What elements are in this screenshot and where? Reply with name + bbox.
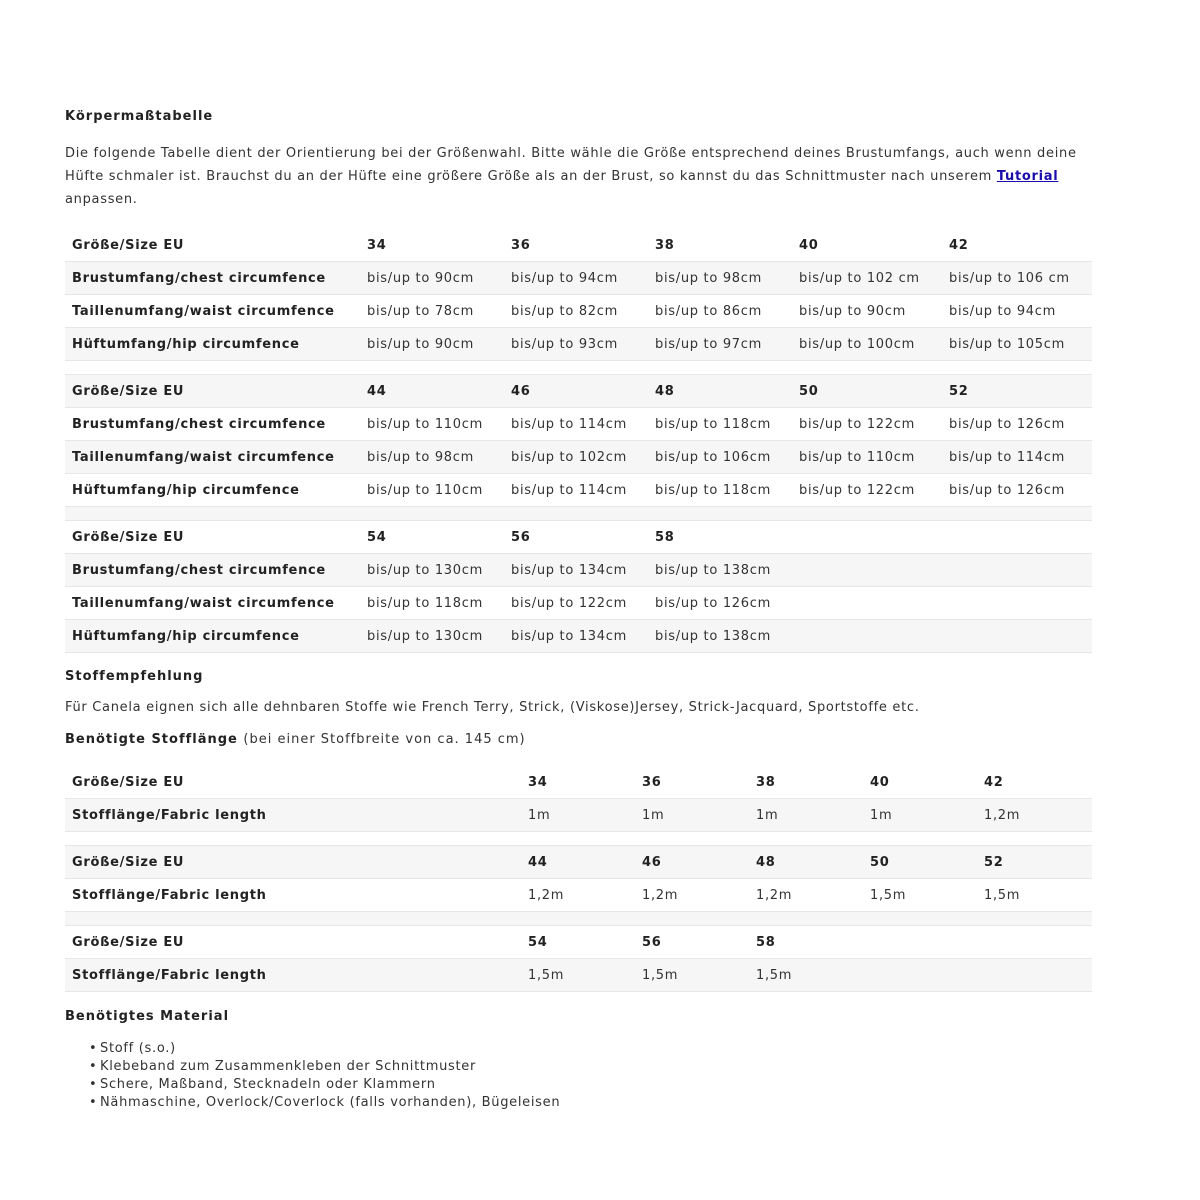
size-cell: 48 xyxy=(749,846,863,879)
table-cell: bis/up to 114cm xyxy=(942,441,1092,474)
size-cell: 50 xyxy=(863,846,977,879)
row-label: Taillenumfang/waist circumfence xyxy=(65,441,360,474)
size-cell: 44 xyxy=(521,846,635,879)
intro-paragraph xyxy=(65,142,1092,211)
empty-cell xyxy=(792,554,942,587)
table-cell: 1,2m xyxy=(977,799,1092,832)
fabric-length-table xyxy=(65,766,1092,992)
table-cell: bis/up to 110cm xyxy=(360,408,504,441)
list-item: • Schere, Maßband, Stecknadeln oder Klammern xyxy=(100,1076,1092,1094)
table-separator xyxy=(65,507,1092,521)
empty-cell xyxy=(942,587,1092,620)
row-label: Stofflänge/Fabric length xyxy=(65,879,521,912)
list-item: • Stoff (s.o.) xyxy=(100,1040,1092,1058)
table-cell: bis/up to 94cm xyxy=(504,262,648,295)
row-label: Taillenumfang/waist circumfence xyxy=(65,587,360,620)
fabric-length-title: Benötigte Stofflänge xyxy=(65,732,238,747)
table-cell: 1m xyxy=(863,799,977,832)
size-cell: 56 xyxy=(504,521,648,554)
row-label: Hüftumfang/hip circumfence xyxy=(65,328,360,361)
table-cell: 1m xyxy=(749,799,863,832)
table-separator xyxy=(65,832,1092,846)
table-cell: 1m xyxy=(635,799,749,832)
measurement-table-title: Körpermaßtabelle xyxy=(65,109,214,124)
table-cell: bis/up to 138cm xyxy=(648,620,792,653)
table-cell: bis/up to 138cm xyxy=(648,554,792,587)
body-measurement-table xyxy=(65,229,1092,653)
size-cell: 44 xyxy=(360,375,504,408)
table-row xyxy=(65,441,1092,474)
size-cell: 40 xyxy=(792,229,942,262)
fabric-recommendation-text: Für Canela eignen sich alle dehnbaren Stoffe wie French Terry, Strick, (Viskose)Jersey, Strick-Jacquard, Sportstoffe etc. xyxy=(65,700,920,715)
table-cell: 1,5m xyxy=(977,879,1092,912)
table-cell: bis/up to 100cm xyxy=(792,328,942,361)
size-header-row xyxy=(65,375,1092,408)
table-cell: bis/up to 118cm xyxy=(360,587,504,620)
table-row xyxy=(65,587,1092,620)
empty-cell xyxy=(942,620,1092,653)
size-header-row xyxy=(65,229,1092,262)
table-cell: bis/up to 126cm xyxy=(648,587,792,620)
empty-cell xyxy=(942,521,1092,554)
table-cell: bis/up to 122cm xyxy=(792,408,942,441)
table-row xyxy=(65,879,1092,912)
row-label: Brustumfang/chest circumfence xyxy=(65,408,360,441)
table-row xyxy=(65,620,1092,653)
row-label: Brustumfang/chest circumfence xyxy=(65,554,360,587)
row-label: Hüftumfang/hip circumfence xyxy=(65,474,360,507)
table-cell: bis/up to 126cm xyxy=(942,474,1092,507)
table-cell: bis/up to 110cm xyxy=(792,441,942,474)
size-cell: 48 xyxy=(648,375,792,408)
table-separator xyxy=(65,361,1092,375)
table-cell: bis/up to 94cm xyxy=(942,295,1092,328)
intro-text-end: anpassen. xyxy=(65,192,138,207)
size-header-row xyxy=(65,926,1092,959)
empty-cell xyxy=(977,926,1092,959)
table-cell: bis/up to 102 cm xyxy=(792,262,942,295)
size-cell: 50 xyxy=(792,375,942,408)
table-cell: 1,5m xyxy=(521,959,635,992)
empty-cell xyxy=(863,959,977,992)
table-cell: bis/up to 114cm xyxy=(504,408,648,441)
table-cell: 1,5m xyxy=(635,959,749,992)
table-cell: bis/up to 114cm xyxy=(504,474,648,507)
table-cell: bis/up to 98cm xyxy=(360,441,504,474)
fabric-length-heading xyxy=(65,732,1092,747)
table-row xyxy=(65,408,1092,441)
empty-cell xyxy=(863,926,977,959)
materials-list xyxy=(65,1040,1092,1112)
row-label: Stofflänge/Fabric length xyxy=(65,799,521,832)
table-cell: bis/up to 98cm xyxy=(648,262,792,295)
size-cell: 52 xyxy=(942,375,1092,408)
size-header-label: Größe/Size EU xyxy=(65,229,360,262)
table-cell: bis/up to 105cm xyxy=(942,328,1092,361)
size-cell: 42 xyxy=(977,766,1092,799)
table-cell: bis/up to 106 cm xyxy=(942,262,1092,295)
table-row xyxy=(65,262,1092,295)
empty-cell xyxy=(977,959,1092,992)
table-cell: bis/up to 126cm xyxy=(942,408,1092,441)
size-header-row xyxy=(65,766,1092,799)
table-cell: bis/up to 90cm xyxy=(360,328,504,361)
size-cell: 34 xyxy=(521,766,635,799)
size-cell: 42 xyxy=(942,229,1092,262)
table-cell: bis/up to 118cm xyxy=(648,408,792,441)
fabric-width-note: (bei einer Stoffbreite von ca. 145 cm) xyxy=(243,732,526,747)
empty-cell xyxy=(792,587,942,620)
size-header-row xyxy=(65,846,1092,879)
table-cell: 1,2m xyxy=(749,879,863,912)
table-cell: bis/up to 122cm xyxy=(792,474,942,507)
table-cell: 1m xyxy=(521,799,635,832)
row-label: Stofflänge/Fabric length xyxy=(65,959,521,992)
table-cell: bis/up to 134cm xyxy=(504,620,648,653)
table-row xyxy=(65,295,1092,328)
list-item: • Nähmaschine, Overlock/Coverlock (falls vorhanden), Bügeleisen xyxy=(100,1094,1092,1112)
row-label: Taillenumfang/waist circumfence xyxy=(65,295,360,328)
size-header-row xyxy=(65,521,1092,554)
table-cell: bis/up to 102cm xyxy=(504,441,648,474)
size-cell: 54 xyxy=(521,926,635,959)
table-cell: bis/up to 90cm xyxy=(792,295,942,328)
intro-text: Die folgende Tabelle dient der Orientierung bei der Größenwahl. Bitte wähle die Größe entsprechend deines Brustumfangs, auch wenn deine Hüfte schmaler ist. Brauchst du an der Hüfte eine größere Größe als an der Brust, so kannst du das Schnittmuster nach unserem xyxy=(65,146,1077,184)
size-cell: 46 xyxy=(504,375,648,408)
page-content xyxy=(65,109,1092,1112)
size-cell: 56 xyxy=(635,926,749,959)
table-row xyxy=(65,799,1092,832)
table-cell: bis/up to 110cm xyxy=(360,474,504,507)
table-cell: bis/up to 97cm xyxy=(648,328,792,361)
size-cell: 58 xyxy=(749,926,863,959)
table-cell: bis/up to 118cm xyxy=(648,474,792,507)
size-header-label: Größe/Size EU xyxy=(65,521,360,554)
size-header-label: Größe/Size EU xyxy=(65,846,521,879)
materials-title: Benötigtes Material xyxy=(65,1009,230,1024)
size-cell: 40 xyxy=(863,766,977,799)
table-separator xyxy=(65,912,1092,926)
size-cell: 38 xyxy=(749,766,863,799)
table-cell: 1,5m xyxy=(749,959,863,992)
size-header-label: Größe/Size EU xyxy=(65,375,360,408)
table-cell: 1,2m xyxy=(521,879,635,912)
table-cell: 1,5m xyxy=(863,879,977,912)
fabric-recommendation-title: Stoffempfehlung xyxy=(65,669,204,684)
size-cell: 36 xyxy=(635,766,749,799)
size-header-label: Größe/Size EU xyxy=(65,926,521,959)
size-cell: 54 xyxy=(360,521,504,554)
empty-cell xyxy=(792,620,942,653)
table-cell: bis/up to 130cm xyxy=(360,554,504,587)
table-cell: bis/up to 93cm xyxy=(504,328,648,361)
empty-cell xyxy=(792,521,942,554)
table-cell: bis/up to 90cm xyxy=(360,262,504,295)
size-cell: 34 xyxy=(360,229,504,262)
row-label: Hüftumfang/hip circumfence xyxy=(65,620,360,653)
table-cell: bis/up to 82cm xyxy=(504,295,648,328)
table-cell: bis/up to 130cm xyxy=(360,620,504,653)
table-cell: bis/up to 106cm xyxy=(648,441,792,474)
table-row xyxy=(65,554,1092,587)
empty-cell xyxy=(942,554,1092,587)
table-cell: bis/up to 134cm xyxy=(504,554,648,587)
table-row xyxy=(65,328,1092,361)
table-cell: 1,2m xyxy=(635,879,749,912)
size-cell: 36 xyxy=(504,229,648,262)
table-row xyxy=(65,959,1092,992)
row-label: Brustumfang/chest circumfence xyxy=(65,262,360,295)
size-cell: 46 xyxy=(635,846,749,879)
size-cell: 52 xyxy=(977,846,1092,879)
size-header-label: Größe/Size EU xyxy=(65,766,521,799)
tutorial-link[interactable]: Tutorial xyxy=(996,169,1059,184)
table-cell: bis/up to 122cm xyxy=(504,587,648,620)
table-cell: bis/up to 86cm xyxy=(648,295,792,328)
table-cell: bis/up to 78cm xyxy=(360,295,504,328)
size-cell: 38 xyxy=(648,229,792,262)
list-item: • Klebeband zum Zusammenkleben der Schnittmuster xyxy=(100,1058,1092,1076)
size-cell: 58 xyxy=(648,521,792,554)
table-row xyxy=(65,474,1092,507)
